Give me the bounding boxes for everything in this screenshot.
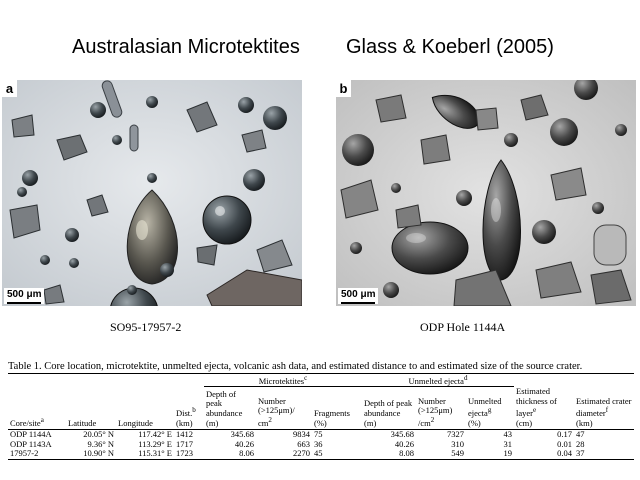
table-group-header bbox=[8, 374, 634, 387]
col-crater-diameter: Estimated crater diameter$^f$ (km) bbox=[576, 395, 632, 428]
scale-line-b bbox=[341, 302, 375, 304]
col-fragments: Fragments (%) bbox=[314, 407, 350, 428]
col-depth-microtektites: Depth of peak abundance (m) bbox=[206, 388, 243, 428]
col-thickness: Estimated thickness of layer$^e$ (cm) bbox=[516, 385, 557, 428]
title-left: Australasian Microtektites bbox=[72, 36, 300, 58]
microtektite-photo-b bbox=[336, 80, 636, 306]
panel-letter-b: b bbox=[336, 80, 351, 97]
col-number-unmelted: Number (>125μm) $/cm^2$ bbox=[418, 395, 453, 428]
scale-line-a bbox=[7, 302, 41, 304]
title-right: Glass & Koeberl (2005) bbox=[346, 36, 554, 58]
col-longitude: Longitude bbox=[118, 417, 153, 428]
group-microtektites: Microtektites$^c$ bbox=[204, 374, 362, 387]
table-column-header bbox=[8, 387, 634, 430]
photo-b-image bbox=[336, 80, 636, 306]
table-row: ODP 1144A 20.05° N 117.42° E 1412 345.68 9834 75 345.68 7327 43 0.17 47 bbox=[10, 429, 585, 440]
data-table bbox=[8, 373, 634, 460]
col-unmelted-pct: Unmelted ejecta$^g$ (%) bbox=[468, 395, 502, 428]
photo-a-image bbox=[2, 80, 302, 306]
col-number-microtektites: Number (>125μm)/ $cm^2$ bbox=[258, 395, 295, 428]
slide-title bbox=[0, 36, 640, 62]
table-row: 17957-2 10.90° N 115.31° E 1723 8.06 2270 45 8.08 549 19 0.04 37 bbox=[8, 449, 634, 459]
col-latitude: Latitude bbox=[68, 417, 97, 428]
scale-bar-b bbox=[338, 288, 378, 304]
scale-bar-a bbox=[4, 288, 44, 304]
scale-label-a: 500 μm bbox=[7, 289, 42, 300]
col-core-site: Core/site$^a$ bbox=[10, 415, 44, 428]
scale-label-b: 500 μm bbox=[341, 289, 376, 300]
panel-letter-a: a bbox=[2, 80, 17, 97]
group-unmelted-ejecta: Unmelted ejecta$^d$ bbox=[362, 374, 514, 387]
col-dist: Dist.$^b$ (km) bbox=[176, 406, 196, 428]
col-depth-unmelted: Depth of peak abundance (m) bbox=[364, 398, 413, 428]
table-caption: Table 1. Core location, microtektite, unmelted ejecta, volcanic ash data, and estimated distance to and estimated size of the source crater. bbox=[8, 361, 583, 372]
table-row: ODP 1143A 9.36° N 113.29° E 1717 40.26 663 36 40.26 310 31 0.01 28 bbox=[10, 438, 585, 449]
photo-caption-a: SO95-17957-2 bbox=[110, 320, 182, 334]
photo-caption-b: ODP Hole 1144A bbox=[420, 320, 506, 334]
microtektite-photo-a bbox=[2, 80, 302, 306]
